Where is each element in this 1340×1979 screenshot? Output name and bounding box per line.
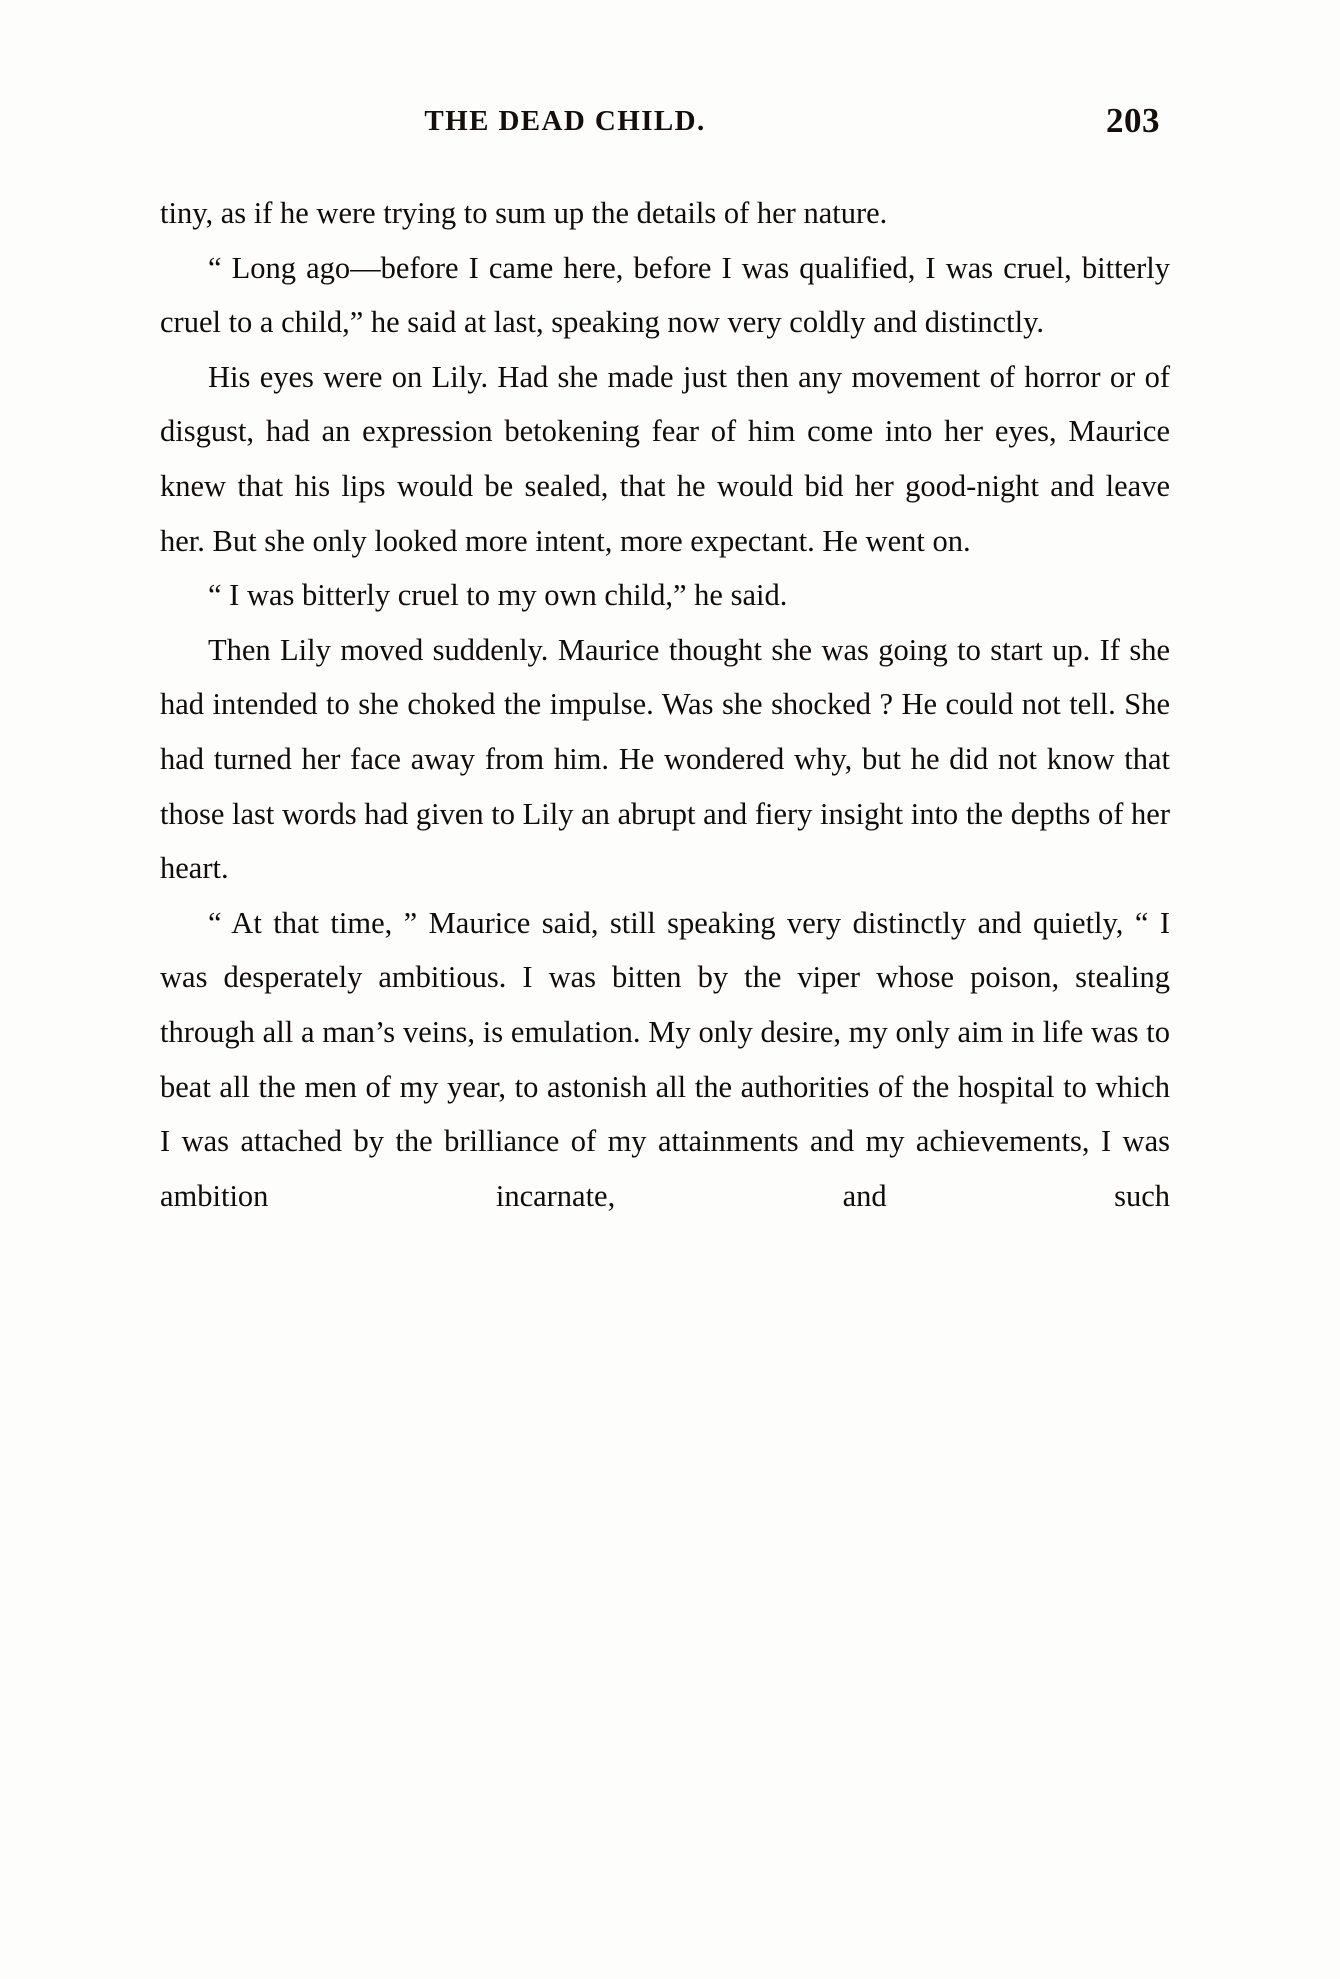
page-header	[160, 101, 1160, 155]
page-number: 203	[1106, 101, 1160, 140]
paragraph: His eyes were on Lily. Had she made just then any movement of horror or of disgust, had an expression betokening fear of him come into her eyes, Maurice knew that his lips would be sealed, that he would bid her good-night and leave her. But she only looked more intent, more expectant. He went on.	[160, 359, 1170, 558]
paragraph: Then Lily moved suddenly. Maurice thought she was going to start up. If she had intended to she choked the impulse. Was she shocked ? He could not tell. She had turned her face away from him. He wondered why, but he did not know that those last words had given to Lily an abrupt and fiery insight into the depths of her heart.	[160, 632, 1170, 886]
paragraph: “ At that time, ” Maurice said, still speaking very distinctly and quietly, “ I was desperately ambitious. I was bitten by the viper whose poison, stealing through all a man’s veins, is emulation. My only desire, my only aim in life was to beat all the men of my year, to astonish all the authorities of the hospital to which I was attached by the brilliance of my attainments and my achievements, I was ambition incarnate, and such	[160, 905, 1170, 1213]
body-text	[160, 186, 1170, 1278]
paragraph: “ I was bitterly cruel to my own child,” he said.	[208, 578, 788, 613]
paragraph: “ Long ago—before I came here, before I was qualified, I was cruel, bitterly cruel to a child,” he said at last, speaking now very coldly and distinctly.	[160, 250, 1170, 340]
running-title: THE DEAD CHILD.	[424, 105, 706, 137]
paragraph: tiny, as if he were trying to sum up the details of her nature.	[160, 196, 888, 230]
